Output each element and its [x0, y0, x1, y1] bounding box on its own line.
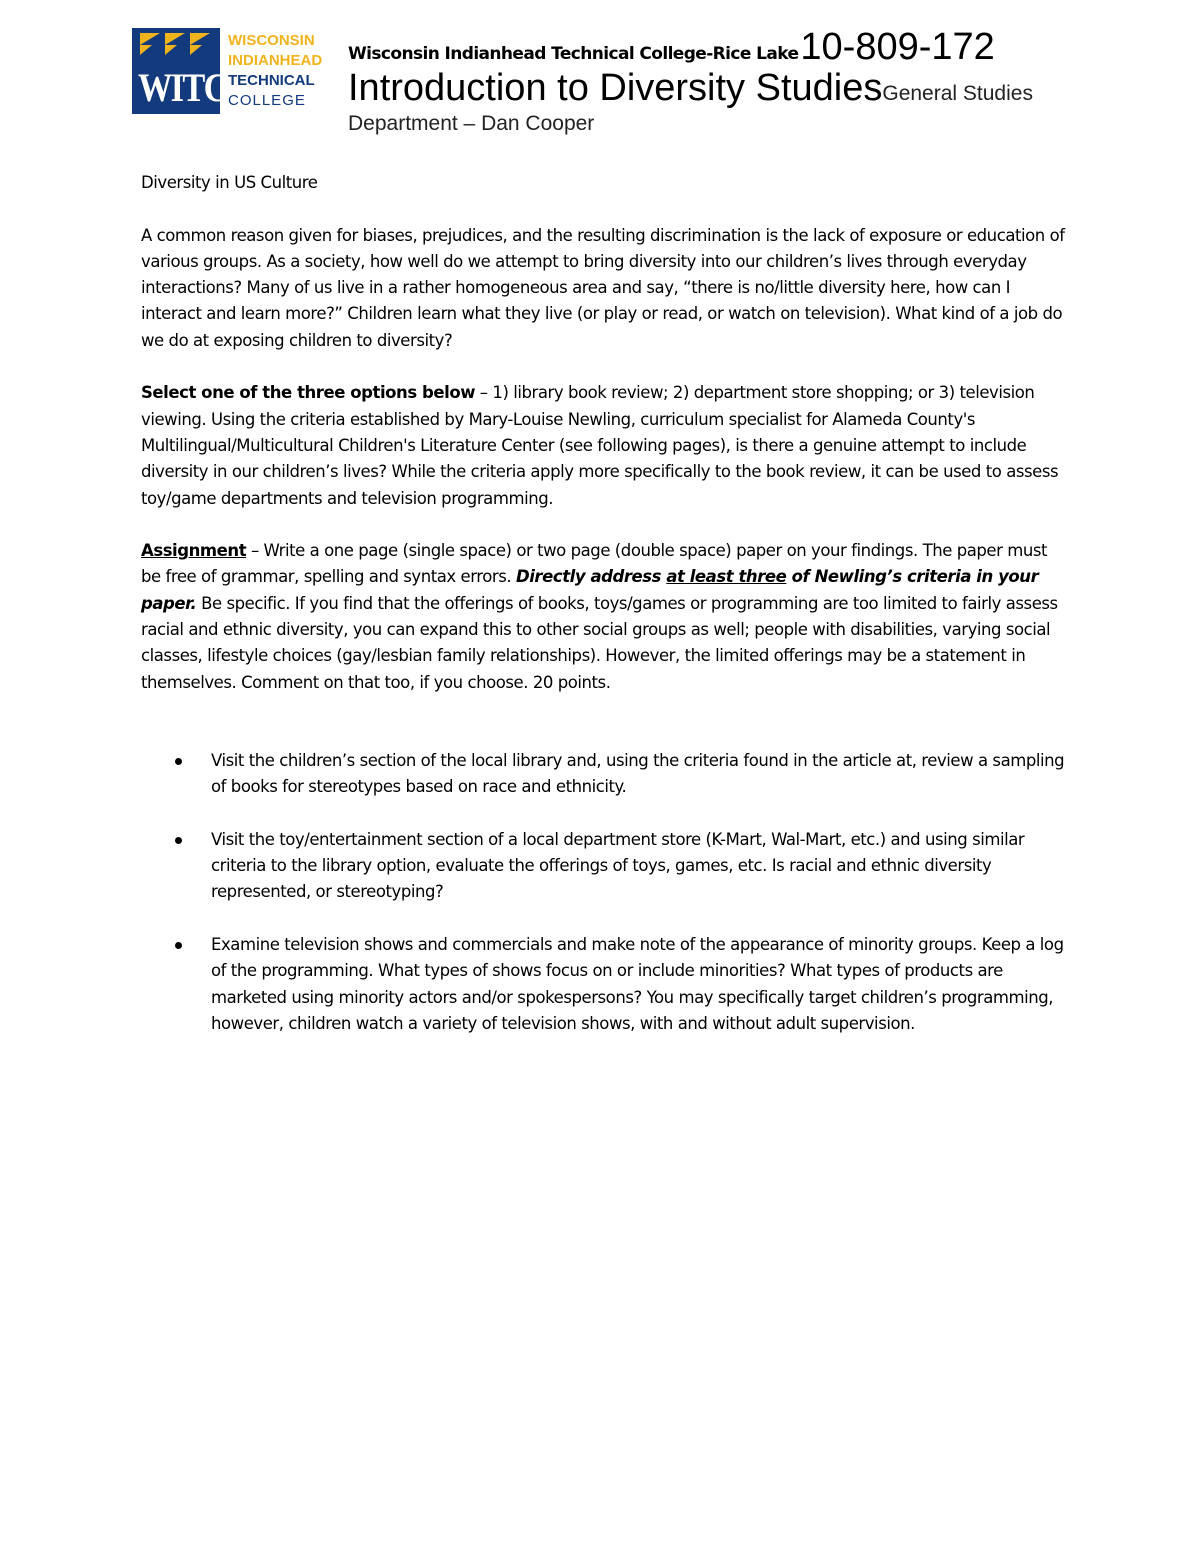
logo-flag-3 [190, 33, 210, 55]
list-item [141, 827, 1066, 906]
select-paragraph [141, 380, 1066, 511]
list-item [141, 748, 1066, 801]
logo-flags [140, 33, 210, 55]
select-rest: – 1) library book review; 2) department store shopping; or 3) television viewing. Using the criteria established by Mary-Louise Newling, curriculum specialist for Alameda County's Multilingual/Multicultural Children's Literature Center (see following pages), is there a genuine attempt to include diversity in our children’s lives? While the criteria apply more specifically to the book review, it can be used to assess toy/game departments and television programming. [141, 383, 1059, 508]
bullet-icon [175, 942, 182, 949]
course-title: Introduction to Diversity Studies [348, 67, 883, 109]
department-instructor: Department – Dan Cooper [348, 112, 595, 135]
logo-emblem [132, 28, 227, 114]
document-body [141, 170, 1066, 1064]
logo-flag-1 [140, 33, 160, 55]
witc-logo [132, 28, 334, 114]
section-heading: Diversity in US Culture [141, 173, 318, 192]
list-item-text: Visit the children’s section of the local library and, using the criteria found in the article at, review a sampling of books for stereotypes based on race and ethnicity. [211, 750, 1065, 797]
logo-word-1: WISCONSIN [228, 32, 315, 49]
options-list [141, 748, 1066, 1037]
assignment-text-2: Be specific. If you find that the offerings of books, toys/games or programming are too limited to fairly assess racial and ethnic diversity, you can expand this to other social groups as well; people with disabilities, varying social classes, lifestyle choices (gay/lesbian family relationships). However, the limited offerings may be a statement in themselves. Comment on that too, if you choose. 20 points. [141, 593, 1058, 692]
logo-mark-text: WITC [138, 65, 227, 110]
bullet-icon [175, 758, 182, 765]
assignment-emphasis-3: of Newling’s criteria in your paper. [141, 567, 1039, 613]
header-line-2 [348, 67, 1108, 110]
assignment-label: Assignment [141, 541, 247, 561]
assignment-emphasis-1: Directly address [515, 567, 667, 587]
assignment-emphasis-2: at least three [666, 567, 787, 587]
intro-paragraph: A common reason given for biases, prejudices, and the resulting discrimination is the lack of exposure or education of various groups. As a society, how well do we attempt to bring diversity into our children’s lives through everyday interactions? Many of us live in a rather homogeneous area and say, “there is no/little diversity here, how can I interact and learn more?” Children learn what they live (or play or read, or watch on television). What kind of a job do we do at exposing children to diversity? [141, 225, 1065, 350]
list-item-text: Visit the toy/entertainment section of a local department store (K-Mart, Wal-Mart, etc.) and using similar criteria to the library option, evaluate the offerings of toys, games, etc. Is racial and ethnic diversity represented, or stereotyping? [211, 829, 1025, 902]
header-line-1 [348, 26, 1108, 69]
logo-word-4: COLLEGE [228, 92, 306, 109]
list-item-text: Examine television shows and commercials and make note of the appearance of minority groups. Keep a log of the programming. What types of shows focus on or include minorities? What types of products are marketed using minority actors and/or spokespersons? You may specifically target children’s programming, however, children watch a variety of television shows, with and without adult supervision. [211, 935, 1064, 1033]
logo-wordmark [220, 28, 322, 114]
course-number: 10-809-172 [800, 26, 995, 68]
bullet-icon [175, 837, 182, 844]
logo-word-3: TECHNICAL [228, 72, 315, 89]
college-name: Wisconsin Indianhead Technical College-Rice Lake [348, 44, 799, 64]
department-name: General Studies [882, 82, 1033, 105]
assignment-paragraph [141, 538, 1066, 696]
list-item [141, 932, 1066, 1037]
logo-word-2: INDIANHEAD [228, 52, 323, 69]
assignment-text-1: – Write a one page (single space) or two page (double space) paper on your findings. The paper must be free of grammar, spelling and syntax errors. [141, 541, 1048, 587]
logo-flag-2 [165, 33, 185, 55]
select-lead: Select one of the three options below [141, 383, 475, 403]
document-header [348, 26, 1108, 136]
